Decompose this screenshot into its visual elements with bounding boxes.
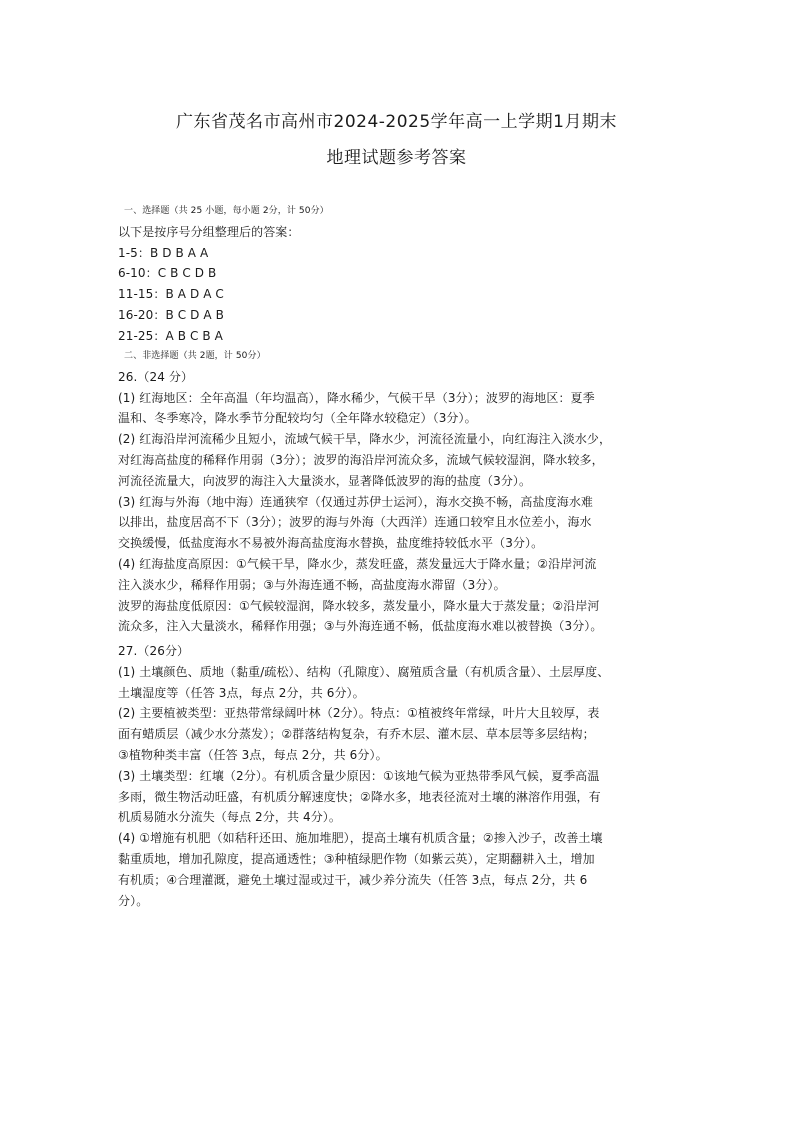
question-title: 27.（26分）: [118, 644, 190, 658]
answer-line: 以排出，盐度居高不下（3分）；波罗的海与外海（大西洋）连通口较窄且水位差小，海水: [118, 515, 592, 530]
document-title: 广东省茂名市高州市2024-2025学年高一上学期1月期末: [176, 112, 617, 132]
answer-line: 流众多，注入大量淡水，稀释作用强；③与外海连通不畅，低盐度海水难以被替换（3分）。: [118, 619, 603, 634]
answer-line: 对红海高盐度的稀释作用弱（3分）；波罗的海沿岸河流众多，流域气候较湿润，降水较多，: [118, 452, 604, 467]
section-intro: 以下是按序号分组整理后的答案：: [118, 224, 300, 239]
answer-line: 温和、冬季寒冷，降水季节分配较均匀（全年降水较稳定）（3分）。: [118, 411, 477, 426]
answer-line: 注入淡水少，稀释作用弱；③与外海连通不畅，高盐度海水滞留（3分）。: [118, 577, 506, 592]
answer-line: (1) 红海地区：全年高温（年均温高），降水稀少，气候干旱（3分）；波罗的海地区：夏季: [118, 390, 595, 405]
answer-line: ③植物种类丰富（任答 3点，每点 2分，共 6分）。: [118, 747, 388, 762]
answer-line: (4) ①增施有机肥（如秸秆还田、施加堆肥），提高土壤有机质含量；②掺入沙子，改善土壤: [118, 831, 603, 846]
answer-line: (2) 红海沿岸河流稀少且短小，流域气候干旱，降水少，河流径流量小，向红海注入淡水少，: [118, 432, 612, 447]
answer-group: 1-5：B D B A A: [118, 245, 209, 260]
answer-line: (3) 土壤类型：红壤（2分）。有机质含量少原因：①该地气候为亚热带季风气候，夏季高温: [118, 768, 600, 783]
answer-line: 土壤湿度等（任答 3点，每点 2分，共 6分）。: [118, 685, 365, 700]
document-subtitle: 地理试题参考答案: [326, 148, 467, 168]
answer-line: 交换缓慢，低盐度海水不易被外海高盐度海水替换，盐度维持较低水平（3分）。: [118, 536, 544, 551]
section-non-choice: [118, 346, 686, 637]
section-question-27: [118, 641, 686, 911]
answer-line: 多雨，微生物活动旺盛，有机质分解速度快；②降水多，地表径流对土壤的淋溶作用强，有: [118, 789, 601, 804]
answer-line: (4) 红海盐度高原因：①气候干旱，降水少，蒸发旺盛，蒸发量远大于降水量；②沿岸河流: [118, 556, 597, 571]
answer-line: 机质易随水分流失（每点 2分，共 4分）。: [118, 810, 341, 825]
answer-line: 波罗的海盐度低原因：①气候较湿润，降水较多，蒸发量小，降水量大于蒸发量；②沿岸河: [118, 598, 600, 613]
section-multiple-choice: [118, 201, 686, 347]
answer-group: 16-20：B C D A B: [118, 307, 224, 322]
section-heading: 二、非选择题（共 2题，计 50分）: [124, 351, 266, 361]
answer-line: 面有蜡质层（减少水分蒸发）；②群落结构复杂，有乔木层、灌木层、草本层等多层结构；: [118, 727, 595, 742]
answer-line: 河流径流量大，向波罗的海注入大量淡水，显著降低波罗的海的盐度（3分）。: [118, 473, 532, 488]
answer-line: (2) 主要植被类型：亚热带常绿阔叶林（2分）。特点：①植被终年常绿，叶片大且较厚，表: [118, 706, 600, 721]
answer-line: 黏重质地，增加孔隙度，提高通透性；③种植绿肥作物（如紫云英），定期翻耕入土，增加: [118, 851, 595, 866]
section-heading: 一、选择题（共 25 小题，每小题 2分，计 50分）: [124, 206, 329, 216]
answer-group: 21-25：A B C B A: [118, 328, 223, 343]
answer-line: 有机质；④合理灌溉，避免土壤过湿或过干，减少养分流失（任答 3点，每点 2分，共 6: [118, 872, 588, 887]
answer-group: 6-10：C B C D B: [118, 266, 217, 281]
answer-line: (3) 红海与外海（地中海）连通狭窄（仅通过苏伊士运河），海水交换不畅，高盐度海水难: [118, 494, 594, 509]
answer-group: 11-15：B A D A C: [118, 287, 224, 302]
answer-line: (1) 土壤颜色、质地（黏重/疏松）、结构（孔隙度）、腐殖质含量（有机质含量）、土层厚度、: [118, 664, 610, 679]
answer-line: 分）。: [118, 893, 149, 908]
question-title: 26.（24 分）: [118, 369, 194, 384]
